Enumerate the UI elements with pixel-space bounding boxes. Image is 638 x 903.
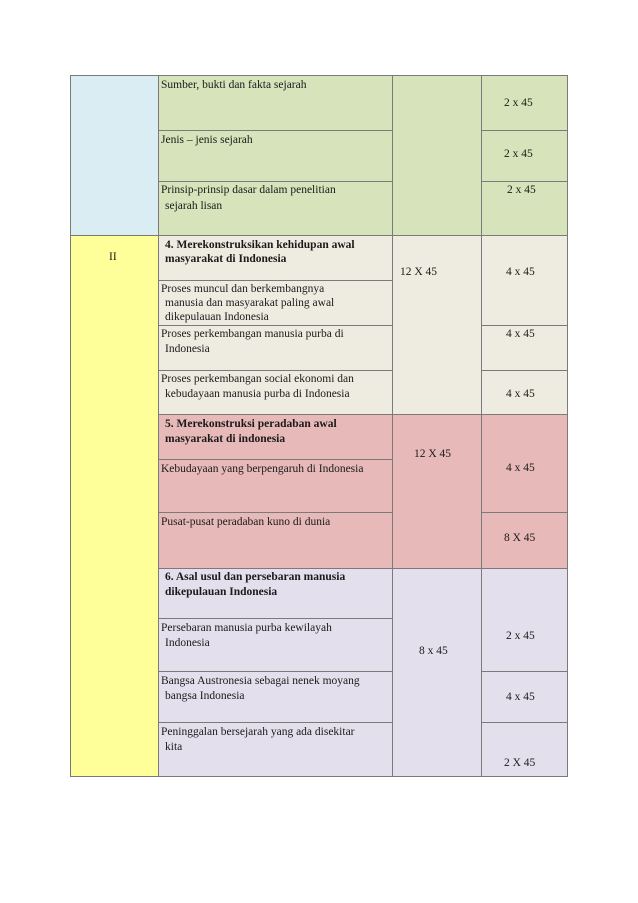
- section6-total: 8 x 45: [419, 645, 448, 657]
- semester-cell-ii: [71, 235, 159, 776]
- border-left: [70, 75, 71, 777]
- semester-label: II: [109, 251, 117, 263]
- border-prev-r1-time: [481, 130, 568, 131]
- s5-row1-time: 4 x 45: [506, 462, 535, 474]
- section5-total: 12 X 45: [414, 448, 452, 460]
- border-s4-r2-topic: [158, 370, 393, 371]
- s6-row2-topic-line2: bangsa Indonesia: [165, 690, 245, 702]
- prev-row1-time: 2 x 45: [504, 97, 533, 109]
- prev-row3-topic-line1: Prinsip-prinsip dasar dalam penelitian: [161, 184, 336, 196]
- border-s5-r1-topic: [158, 512, 393, 513]
- section6-heading-line2: dikepulauan Indonesia: [165, 586, 278, 598]
- s4-row1-topic-line1: Proses muncul dan berkembangnya: [161, 283, 325, 295]
- border-s4-h-topic: [158, 280, 393, 281]
- section5-heading-line1: 5. Merekonstruksi peradaban awal: [165, 418, 337, 430]
- semester-cell-prev: [71, 75, 159, 235]
- s4-row1-topic-line3: dikepulauan Indonesia: [165, 311, 269, 323]
- border-s6-r2-time: [481, 722, 568, 723]
- s4-row3-time: 4 x 45: [506, 388, 535, 400]
- prev-row2-topic: Jenis – jenis sejarah: [161, 134, 253, 146]
- border-s5-h-topic: [158, 459, 393, 460]
- border-s6-r2-topic: [158, 722, 393, 723]
- section4-heading-line2: masyarakat di Indonesia: [165, 253, 287, 265]
- border-prev-r2-topic: [158, 181, 393, 182]
- border-s4-r2-time: [481, 370, 568, 371]
- border-section5-top: [158, 414, 568, 415]
- s5-row2-topic: Pusat-pusat peradaban kuno di dunia: [161, 516, 331, 528]
- section4-heading-line1: 4. Merekonstruksikan kehidupan awal: [165, 239, 355, 251]
- s6-row3-topic-line2: kita: [165, 741, 183, 753]
- border-bottom: [70, 776, 568, 777]
- s6-row1-topic-line2: Indonesia: [165, 637, 210, 649]
- border-section6-top: [158, 568, 568, 569]
- s4-row3-topic-line2: kebudayaan manusia purba di Indonesia: [165, 388, 350, 400]
- prev-row2-time: 2 x 45: [504, 148, 533, 160]
- border-prev-r1-topic: [158, 130, 393, 131]
- border-s5-r1-time: [481, 512, 568, 513]
- border-s6-r1-topic: [158, 671, 393, 672]
- section5-heading-line2: masyarakat di indonesia: [165, 433, 286, 445]
- s4-row1-time: 4 x 45: [506, 266, 535, 278]
- prev-row1-topic: Sumber, bukti dan fakta sejarah: [161, 79, 307, 91]
- border-top: [70, 75, 568, 76]
- s4-row1-topic-line2: manusia dan masyarakat paling awal: [165, 297, 335, 309]
- border-s6-r1-time: [481, 671, 568, 672]
- s6-row2-time: 4 x 45: [506, 691, 535, 703]
- prev-row3-topic-line2: sejarah lisan: [165, 200, 223, 212]
- s6-row1-topic-line1: Persebaran manusia purba kewilayah: [161, 622, 332, 634]
- section4-total: 12 X 45: [400, 266, 438, 278]
- s4-row3-topic-line1: Proses perkembangan social ekonomi dan: [161, 373, 354, 385]
- section6-background: [159, 568, 568, 776]
- border-prev-r2-time: [481, 181, 568, 182]
- s6-row2-topic-line1: Bangsa Austronesia sebagai nenek moyang: [161, 675, 360, 687]
- s6-row1-time: 2 x 45: [506, 630, 535, 642]
- border-s6-h-topic: [158, 618, 393, 619]
- prev-row3-time: 2 x 45: [507, 184, 536, 196]
- s6-row3-topic-line1: Peninggalan bersejarah yang ada disekitar: [161, 726, 355, 738]
- s6-row3-time: 2 X 45: [504, 757, 536, 769]
- border-s4-r1-time: [481, 325, 568, 326]
- s4-row2-topic-line1: Proses perkembangan manusia purba di: [161, 328, 344, 340]
- border-section4-top: [70, 235, 568, 236]
- s4-row2-time: 4 x 45: [506, 328, 535, 340]
- s5-row1-topic: Kebudayaan yang berpengaruh di Indonesia: [161, 463, 364, 475]
- s5-row2-time: 8 X 45: [504, 532, 536, 544]
- section6-heading-line1: 6. Asal usul dan persebaran manusia: [165, 571, 346, 583]
- s4-row2-topic-line2: Indonesia: [165, 343, 210, 355]
- border-s4-r1-topic: [158, 325, 393, 326]
